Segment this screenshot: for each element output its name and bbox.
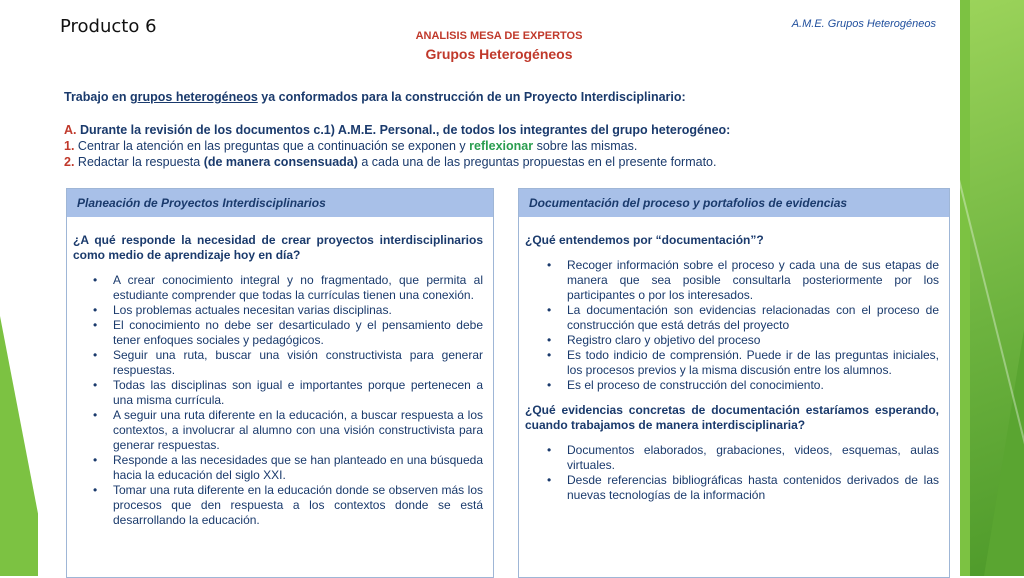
slide-title: Producto 6 (60, 16, 157, 37)
list-item: • Todas las disciplinas son igual e importantes porque pertenecen a una misma currícula. (73, 378, 483, 408)
planning-answer-list (73, 273, 483, 528)
list-item: • Desde referencias bibliográficas hasta contenidos derivados de las nuevas tecnologías de la información (525, 473, 939, 503)
list-item: • Seguir una ruta, buscar una visión constructivista para generar respuestas. (73, 348, 483, 378)
list-item: • Es todo indicio de comprensión. Puede ir de las preguntas iniciales, los procesos previos y la misma discusión entre los alumnos. (525, 348, 939, 378)
step1-pre: Centrar la atención en las preguntas que a continuación se exponen y (77, 139, 470, 153)
list-item: • Tomar una ruta diferente en la educación donde se observen más los procesos que den respuesta a los contextos donde se está desarrollando la educación. (73, 483, 483, 528)
document-image (38, 12, 960, 576)
step2-bold: (de manera consensuada) (203, 155, 358, 169)
step2-number: 2. (64, 155, 75, 169)
list-item: • El conocimiento no debe ser desarticulado y el pensamiento debe tener enfoques sociales y pedagógicos. (73, 318, 483, 348)
document-header-right: A.M.E. Grupos Heterogéneos (791, 18, 936, 30)
instruction-a (64, 122, 944, 138)
instruction-a-text: Durante la revisión de los documentos c.1) A.M.E. Personal., de todos los integrantes del grupo heterogéneo: (79, 123, 731, 137)
document-title-line2: Grupos Heterogéneos (425, 46, 573, 62)
intro-line (64, 90, 686, 104)
instructions (64, 122, 944, 170)
list-item: • A seguir una ruta diferente en la educación, a buscar respuesta a los contextos, a involucrar al alumno con una visión constructivista para generar respuestas. (73, 408, 483, 453)
planning-panel-heading: Planeación de Proyectos Interdisciplinarios (67, 189, 493, 217)
planning-panel (66, 188, 494, 578)
intro-post: ya conformados para la construcción de un Proyecto Interdisciplinario: (257, 90, 686, 104)
documentation-question-2: ¿Qué evidencias concretas de documentación estaríamos esperando, cuando trabajamos de manera interdisciplinaria? (525, 403, 939, 432)
list-item: • Registro claro y objetivo del proceso (525, 333, 939, 348)
planning-question: ¿A qué responde la necesidad de crear proyectos interdisciplinarios como medio de aprendizaje hoy en día? (73, 233, 483, 262)
step2-post: a cada una de las preguntas propuestas en el presente formato. (357, 155, 717, 169)
documentation-answer-list-1 (525, 258, 939, 393)
instruction-a-label: A. (64, 123, 77, 137)
step1-number: 1. (64, 139, 75, 153)
list-item: • Los problemas actuales necesitan varias disciplinas. (73, 303, 483, 318)
list-item: • A crear conocimiento integral y no fragmentado, que permita al estudiante comprender que todas la currículas tienen una conexión. (73, 273, 483, 303)
list-item: • Recoger información sobre el proceso y cada una de sus etapas de manera que sea posible consultarla posteriormente por los participantes o por los interesados. (525, 258, 939, 303)
document-title-line1: ANALISIS MESA DE EXPERTOS (415, 30, 583, 42)
intro-underlined: grupos heterogéneos (130, 90, 258, 104)
documentation-question-1: ¿Qué entendemos por “documentación”? (525, 233, 764, 247)
instruction-step-2 (64, 154, 944, 170)
documentation-answer-list-2 (525, 443, 939, 503)
list-item: • Responde a las necesidades que se han planteado en una búsqueda hacia la educación del siglo XXI. (73, 453, 483, 483)
documentation-panel (518, 188, 950, 578)
instruction-step-1 (64, 138, 944, 154)
intro-pre: Trabajo en (64, 90, 130, 104)
step1-highlight: reflexionar (469, 139, 534, 153)
list-item: • Documentos elaborados, grabaciones, videos, esquemas, aulas virtuales. (525, 443, 939, 473)
step2-pre: Redactar la respuesta (77, 155, 204, 169)
step1-post: sobre las mismas. (533, 139, 638, 153)
list-item: • La documentación son evidencias relacionadas con el proceso de construcción que está detrás del proyecto (525, 303, 939, 333)
right-decoration (960, 0, 1024, 576)
list-item: • Es el proceso de construcción del conocimiento. (525, 378, 939, 393)
documentation-panel-heading: Documentación del proceso y portafolios de evidencias (519, 189, 949, 217)
